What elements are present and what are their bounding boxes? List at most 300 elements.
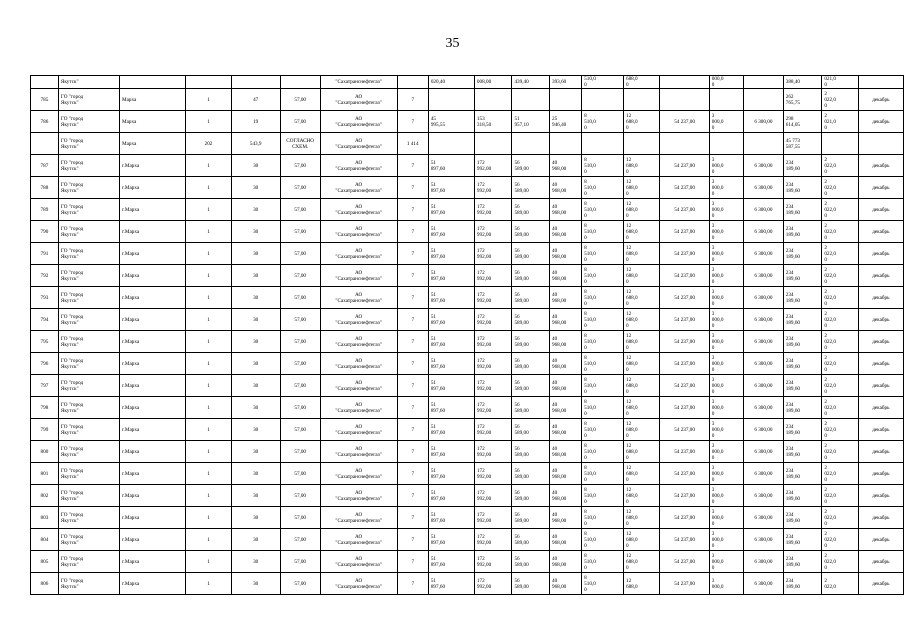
table-cell: ГО "город Якутск": [58, 177, 119, 199]
table-cell: г.Марха: [120, 155, 186, 177]
table-cell: 799: [31, 419, 59, 441]
table-cell: 2 022,0 0: [822, 155, 858, 177]
table-cell: АО "Сахатранснефтегаз": [320, 331, 397, 353]
table-cell: АО "Сахатранснефтегаз": [320, 287, 397, 309]
table-cell: АО "Сахатранснефтегаз": [320, 375, 397, 397]
table-cell: 234 189,60: [783, 573, 822, 595]
table-cell: 56 589,00: [512, 485, 550, 507]
table-cell: ГО "город Якутск": [58, 551, 119, 573]
table-cell: АО "Сахатранснефтегаз": [320, 155, 397, 177]
table-cell: 1: [186, 265, 231, 287]
table-cell: 54 237,00: [660, 507, 709, 529]
table-cell: 3 000,0 0: [709, 287, 743, 309]
table-cell: [428, 133, 474, 155]
table-cell: 51 897,60: [428, 419, 474, 441]
table-cell: 51 897,60: [428, 155, 474, 177]
table-cell: 12 688,0: [623, 573, 659, 595]
table-cell: 56 589,00: [512, 353, 550, 375]
table-cell: 3 000,0 0: [709, 155, 743, 177]
table-cell: АО "Сахатранснефтегаз": [320, 419, 397, 441]
table-cell: 12 688,0 0: [623, 397, 659, 419]
table-cell: [582, 133, 624, 155]
table-cell: 791: [31, 243, 59, 265]
table-cell: АО "Сахатранснефтегаз": [320, 397, 397, 419]
table-row: [31, 529, 904, 551]
table-cell: 7: [397, 441, 428, 463]
table-cell: 54 237,00: [660, 287, 709, 309]
table-cell: декабрь: [858, 309, 903, 331]
table-cell: 30: [231, 529, 280, 551]
table-cell: 794: [31, 309, 59, 331]
table-cell: 008,00: [474, 76, 512, 89]
table-cell: 234 189,60: [783, 507, 822, 529]
table-cell: 6 300,00: [744, 397, 784, 419]
table-cell: декабрь: [858, 375, 903, 397]
table-cell: 3 000,0 0: [709, 177, 743, 199]
table-cell: [660, 76, 709, 89]
table-cell: 51 897,60: [428, 199, 474, 221]
table-cell: 688,0 0: [623, 76, 659, 89]
table-cell: 57,00: [280, 463, 320, 485]
table-cell: 8 510,0 0: [582, 419, 624, 441]
table-cell: 1: [186, 353, 231, 375]
table-cell: 51 897,60: [428, 463, 474, 485]
table-cell: 12 688,0 0: [623, 309, 659, 331]
table-cell: 6 300,00: [744, 111, 784, 133]
table-cell: АО "Сахатранснефтегаз": [320, 221, 397, 243]
table-row: [31, 397, 904, 419]
table-cell: декабрь: [858, 265, 903, 287]
table-cell: 6 300,00: [744, 287, 784, 309]
table-cell: 56 589,00: [512, 199, 550, 221]
table-cell: декабрь: [858, 573, 903, 595]
table-cell: 30: [231, 375, 280, 397]
table-cell: 8 510,0 0: [582, 155, 624, 177]
table-cell: 172 992,00: [474, 265, 512, 287]
table-cell: г.Марха: [120, 177, 186, 199]
table-cell: 510,0 0: [582, 76, 624, 89]
table-cell: г.Марха: [120, 507, 186, 529]
table-cell: 51 897,60: [428, 331, 474, 353]
table-cell: декабрь: [858, 199, 903, 221]
table-cell: [428, 89, 474, 111]
table-cell: 3 000,0 0: [709, 463, 743, 485]
table-cell: 30: [231, 287, 280, 309]
table-cell: 234 189,60: [783, 529, 822, 551]
table-cell: 172 992,00: [474, 287, 512, 309]
table-cell: 2 022,0 0: [822, 419, 858, 441]
table-cell: 57,00: [280, 441, 320, 463]
table-cell: 202: [186, 133, 231, 155]
table-cell: 805: [31, 551, 59, 573]
table-cell: г.Марха: [120, 331, 186, 353]
table-cell: 6 300,00: [744, 155, 784, 177]
table-cell: 804: [31, 529, 59, 551]
table-cell: 57,00: [280, 331, 320, 353]
table-cell: 12 688,0 0: [623, 529, 659, 551]
table-cell: 56 589,00: [512, 155, 550, 177]
table-cell: 6 300,00: [744, 419, 784, 441]
table-cell: 56 589,00: [512, 331, 550, 353]
table-cell: 40 968,00: [549, 331, 581, 353]
table-cell: 2 022,0 0: [822, 89, 858, 111]
table-cell: 40 968,00: [549, 353, 581, 375]
table-cell: г.Марха: [120, 573, 186, 595]
table-cell: 3 000,0 0: [709, 507, 743, 529]
table-cell: 54 237,00: [660, 529, 709, 551]
table-cell: 797: [31, 375, 59, 397]
table-cell: 6 300,00: [744, 551, 784, 573]
table-cell: 51 897,60: [428, 287, 474, 309]
table-cell: 8 510,0 0: [582, 463, 624, 485]
table-cell: 54 237,00: [660, 331, 709, 353]
table-cell: 234 189,60: [783, 463, 822, 485]
table-cell: декабрь: [858, 111, 903, 133]
table-row: [31, 199, 904, 221]
table-cell: 7: [397, 221, 428, 243]
table-cell: ГО "город Якутск": [58, 507, 119, 529]
table-row: [31, 419, 904, 441]
table-cell: 45 773 587,55: [783, 133, 822, 155]
table-cell: 54 237,00: [660, 375, 709, 397]
table-cell: АО "Сахатранснефтегаз": [320, 353, 397, 375]
table-cell: "Сахатранснефтегаз": [320, 76, 397, 89]
table-cell: 3 000,0 0: [709, 243, 743, 265]
table-cell: 234 189,60: [783, 177, 822, 199]
table-row: [31, 573, 904, 595]
table-cell: ГО "город Якутск": [58, 287, 119, 309]
table-cell: 12 688,0 0: [623, 331, 659, 353]
table-cell: 51 897,60: [428, 265, 474, 287]
table-cell: ГО "город Якутск": [58, 529, 119, 551]
table-cell: 393,60: [549, 76, 581, 89]
table-cell: 6 300,00: [744, 199, 784, 221]
table-cell: 2 022,0 0: [822, 507, 858, 529]
table-cell: 806: [31, 573, 59, 595]
table-cell: декабрь: [858, 551, 903, 573]
table-cell: 795: [31, 331, 59, 353]
table-row: [31, 441, 904, 463]
table-cell: 234 189,60: [783, 287, 822, 309]
table-cell: 54 237,00: [660, 177, 709, 199]
table-row: [31, 287, 904, 309]
table-cell: 40 968,00: [549, 199, 581, 221]
table-cell: АО "Сахатранснефтегаз": [320, 507, 397, 529]
table-cell: 3 000,0 0: [709, 419, 743, 441]
table-cell: 57,00: [280, 155, 320, 177]
table-cell: ГО "город Якутск": [58, 221, 119, 243]
table-cell: 30: [231, 463, 280, 485]
table-cell: 51 897,60: [428, 485, 474, 507]
table-cell: 172 992,00: [474, 353, 512, 375]
table-cell: 40 968,00: [549, 375, 581, 397]
table-cell: 6 300,00: [744, 375, 784, 397]
table-cell: 7: [397, 375, 428, 397]
table-cell: 6 300,00: [744, 221, 784, 243]
table-cell: 8 510,0 0: [582, 199, 624, 221]
table-cell: 3 000,0 0: [709, 331, 743, 353]
table-cell: декабрь: [858, 397, 903, 419]
table-cell: 234 189,60: [783, 199, 822, 221]
table-cell: 8 510,0 0: [582, 529, 624, 551]
table-cell: Якутск": [58, 76, 119, 89]
table-cell: 2 021,0 0: [822, 111, 858, 133]
table-cell: 54 237,00: [660, 155, 709, 177]
table-cell: 12 688,0 0: [623, 353, 659, 375]
table-cell: 47: [231, 89, 280, 111]
table-cell: 2 022,0 0: [822, 309, 858, 331]
table-cell: декабрь: [858, 89, 903, 111]
table-cell: 40 968,00: [549, 243, 581, 265]
table-cell: 7: [397, 573, 428, 595]
table-cell: [582, 89, 624, 111]
table-cell: [512, 89, 550, 111]
table-cell: 40 968,00: [549, 419, 581, 441]
table-cell: 3 000,0 0: [709, 111, 743, 133]
table-cell: 54 237,00: [660, 463, 709, 485]
table-row: [31, 243, 904, 265]
table-cell: 57,00: [280, 551, 320, 573]
table-cell: 801: [31, 463, 59, 485]
table-cell: АО "Сахатранснефтегаз": [320, 463, 397, 485]
table-cell: 8 510,0 0: [582, 353, 624, 375]
table-cell: [280, 76, 320, 89]
table-cell: 30: [231, 441, 280, 463]
table-cell: 792: [31, 265, 59, 287]
table-cell: декабрь: [858, 243, 903, 265]
table-cell: 172 992,00: [474, 463, 512, 485]
table-cell: ГО "город Якутск": [58, 375, 119, 397]
table-cell: 172 992,00: [474, 331, 512, 353]
table-cell: 172 992,00: [474, 441, 512, 463]
table-cell: 2 022,0 0: [822, 177, 858, 199]
table-cell: г.Марха: [120, 353, 186, 375]
table-cell: 1: [186, 441, 231, 463]
table-cell: 6 300,00: [744, 331, 784, 353]
table-cell: 3 000,0 0: [709, 485, 743, 507]
table-cell: 234 189,60: [783, 221, 822, 243]
table-cell: 30: [231, 551, 280, 573]
table-cell: 172 992,00: [474, 573, 512, 595]
table-cell: 8 510,0 0: [582, 551, 624, 573]
table-cell: 172 992,00: [474, 551, 512, 573]
table-cell: 56 589,00: [512, 551, 550, 573]
table-cell: 56 589,00: [512, 309, 550, 331]
table-cell: 54 237,00: [660, 199, 709, 221]
table-cell: 54 237,00: [660, 243, 709, 265]
table-cell: 6 300,00: [744, 309, 784, 331]
table-cell: АО "Сахатранснефтегаз": [320, 133, 397, 155]
table-cell: 51 897,60: [428, 441, 474, 463]
table-cell: 6 300,00: [744, 265, 784, 287]
table-cell: 388,40: [783, 76, 822, 89]
table-cell: 2 022,0 0: [822, 485, 858, 507]
table-cell: 8 510,0 0: [582, 111, 624, 133]
table-cell: 54 237,00: [660, 353, 709, 375]
table-cell: 30: [231, 507, 280, 529]
table-cell: 172 992,00: [474, 397, 512, 419]
table-cell: 6 300,00: [744, 573, 784, 595]
table-cell: 3 000,0 0: [709, 375, 743, 397]
table-cell: 3 000,0 0: [709, 529, 743, 551]
table-cell: 788: [31, 177, 59, 199]
table-cell: 798: [31, 397, 59, 419]
table-cell: 234 189,60: [783, 551, 822, 573]
table-cell: 234 189,60: [783, 485, 822, 507]
table-cell: 234 189,60: [783, 155, 822, 177]
table-cell: 54 237,00: [660, 265, 709, 287]
table-cell: 2 022,0 0: [822, 441, 858, 463]
table-cell: 57,00: [280, 397, 320, 419]
table-cell: ГО "город Якутск": [58, 309, 119, 331]
table-cell: ГО "город Якутск": [58, 419, 119, 441]
table-cell: 172 992,00: [474, 485, 512, 507]
table-cell: 30: [231, 177, 280, 199]
table-cell: 3 000,0 0: [709, 265, 743, 287]
table-cell: [397, 76, 428, 89]
table-cell: 262 765,75: [783, 89, 822, 111]
table-cell: 40 968,00: [549, 155, 581, 177]
table-cell: ГО "город Якутск": [58, 397, 119, 419]
table-cell: 234 189,60: [783, 309, 822, 331]
table-cell: 57,00: [280, 507, 320, 529]
table-cell: г.Марха: [120, 551, 186, 573]
table-cell: 543,9: [231, 133, 280, 155]
table-cell: 2 022,0 0: [822, 199, 858, 221]
table-cell: 7: [397, 243, 428, 265]
table-cell: 7: [397, 265, 428, 287]
table-cell: Марха: [120, 133, 186, 155]
table-cell: 40 968,00: [549, 397, 581, 419]
table-cell: г.Марха: [120, 419, 186, 441]
table-cell: 54 237,00: [660, 573, 709, 595]
table-cell: ГО "город Якутск": [58, 441, 119, 463]
table-cell: декабрь: [858, 463, 903, 485]
table-cell: 30: [231, 331, 280, 353]
table-cell: 57,00: [280, 353, 320, 375]
table-cell: 6 300,00: [744, 485, 784, 507]
table-cell: 2 022,0: [822, 573, 858, 595]
table-cell: г.Марха: [120, 375, 186, 397]
table-cell: 56 589,00: [512, 507, 550, 529]
table-cell: 8 510,0 0: [582, 221, 624, 243]
table-cell: АО "Сахатранснефтегаз": [320, 441, 397, 463]
table-cell: 3 000,0: [709, 573, 743, 595]
table-cell: 2 022,0 0: [822, 375, 858, 397]
table-cell: 1: [186, 155, 231, 177]
table-cell: [660, 89, 709, 111]
table-row: [31, 463, 904, 485]
table-cell: 3 000,0 0: [709, 441, 743, 463]
table-cell: ГО "город Якутск": [58, 353, 119, 375]
table-cell: 6 300,00: [744, 507, 784, 529]
table-cell: 1: [186, 243, 231, 265]
table-cell: 1: [186, 89, 231, 111]
table-cell: 7: [397, 111, 428, 133]
table-cell: 1: [186, 177, 231, 199]
table-cell: 57,00: [280, 199, 320, 221]
table-cell: 8 510,0 0: [582, 397, 624, 419]
table-cell: [858, 76, 903, 89]
table-cell: 56 589,00: [512, 573, 550, 595]
table-cell: 2 022,0 0: [822, 221, 858, 243]
table-cell: 793: [31, 287, 59, 309]
table-row: [31, 551, 904, 573]
table-cell: 12 688,0 0: [623, 177, 659, 199]
table-row: [31, 507, 904, 529]
table-cell: 7: [397, 485, 428, 507]
table-cell: 1: [186, 463, 231, 485]
table-row: [31, 309, 904, 331]
table-cell: 56 589,00: [512, 529, 550, 551]
table-cell: 789: [31, 199, 59, 221]
table-cell: 7: [397, 463, 428, 485]
table-cell: 12 688,0 0: [623, 243, 659, 265]
table-cell: [186, 76, 231, 89]
table-cell: [231, 76, 280, 89]
table-cell: ГО "город Якутск": [58, 155, 119, 177]
table-cell: 8 510,0 0: [582, 331, 624, 353]
table-cell: 19: [231, 111, 280, 133]
table-cell: [31, 133, 59, 155]
table-cell: г.Марха: [120, 265, 186, 287]
table-cell: [623, 89, 659, 111]
table-cell: 2 022,0 0: [822, 529, 858, 551]
table-cell: 40 968,00: [549, 529, 581, 551]
table-cell: 56 589,00: [512, 441, 550, 463]
table-cell: [512, 133, 550, 155]
table-cell: [549, 133, 581, 155]
table-cell: 40 968,00: [549, 551, 581, 573]
table-cell: 234 189,60: [783, 265, 822, 287]
table-cell: г.Марха: [120, 309, 186, 331]
table-cell: 802: [31, 485, 59, 507]
table-cell: 30: [231, 309, 280, 331]
table-cell: 56 589,00: [512, 463, 550, 485]
table-cell: 6 300,00: [744, 177, 784, 199]
table-cell: 12 688,0 0: [623, 551, 659, 573]
table-cell: 172 992,00: [474, 507, 512, 529]
table-cell: АО "Сахатранснефтегаз": [320, 551, 397, 573]
table-cell: 3 000,0 0: [709, 221, 743, 243]
table-cell: 57,00: [280, 419, 320, 441]
table-cell: 2 022,0 0: [822, 287, 858, 309]
table-cell: 56 589,00: [512, 265, 550, 287]
table-cell: г.Марха: [120, 441, 186, 463]
table-cell: АО "Сахатранснефтегаз": [320, 265, 397, 287]
table-cell: [709, 133, 743, 155]
table-cell: 57,00: [280, 89, 320, 111]
table-cell: декабрь: [858, 331, 903, 353]
table-cell: 7: [397, 155, 428, 177]
table-cell: 8 510,0 0: [582, 375, 624, 397]
table-cell: [120, 76, 186, 89]
table-cell: 30: [231, 573, 280, 595]
table-cell: ГО "город Якутск": [58, 243, 119, 265]
table-cell: 6 300,00: [744, 529, 784, 551]
table-row: [31, 177, 904, 199]
table-cell: 3 000,0 0: [709, 353, 743, 375]
table-cell: 234 189,60: [783, 441, 822, 463]
table-cell: 56 589,00: [512, 221, 550, 243]
table-cell: 56 589,00: [512, 287, 550, 309]
table-cell: 12 688,0 0: [623, 111, 659, 133]
table-cell: 785: [31, 89, 59, 111]
table-cell: 1: [186, 199, 231, 221]
table-cell: 7: [397, 397, 428, 419]
table-cell: г.Марха: [120, 397, 186, 419]
table-cell: 1: [186, 111, 231, 133]
